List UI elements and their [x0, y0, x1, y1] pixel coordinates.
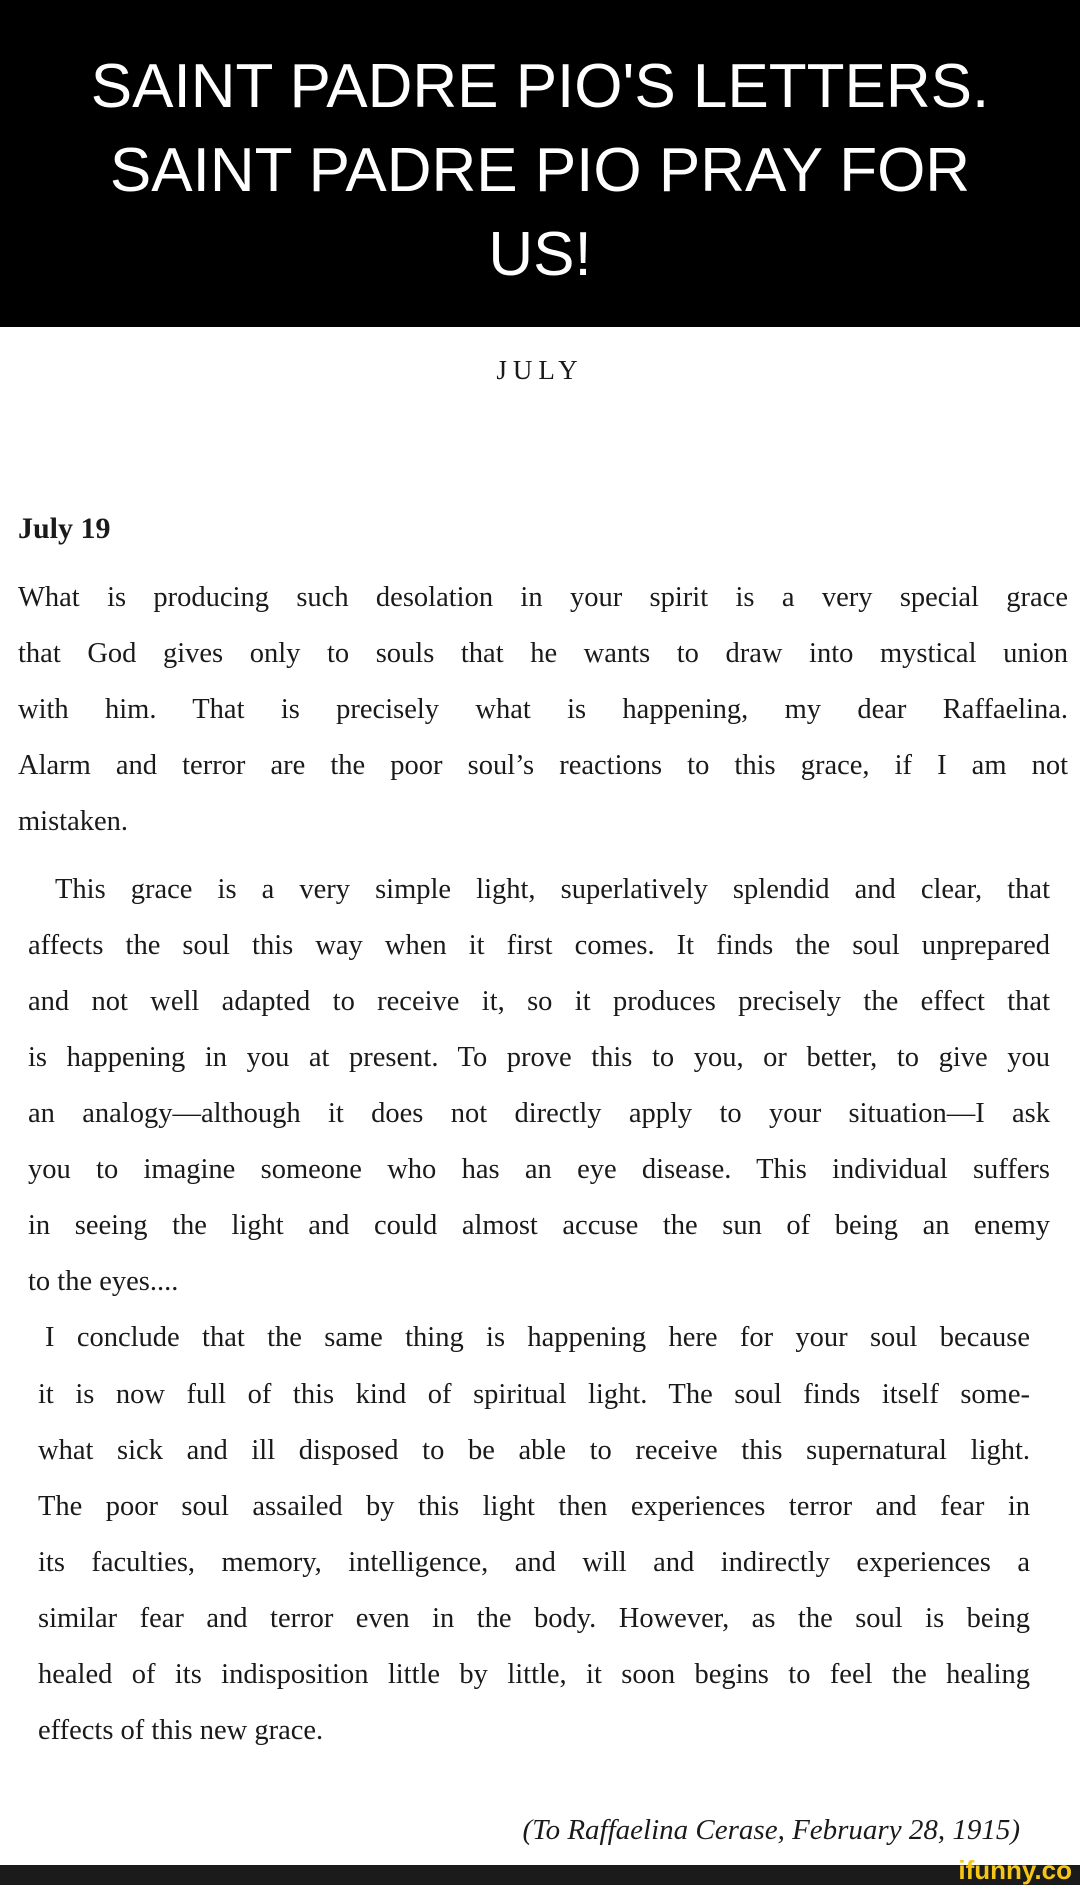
text-line: healed of its indisposition little by little, it soon begins to feel the healing: [38, 1659, 1030, 1690]
ifunny-logo: ifunny.co: [958, 1855, 1072, 1885]
month-heading: JULY: [496, 355, 584, 385]
text-line: in seeing the light and could almost accuse the sun of being an enemy: [28, 1210, 1050, 1241]
caption-line: SAINT PADRE PIO PRAY FOR: [109, 136, 971, 205]
text-line: that God gives only to souls that he wants to draw into mystical union: [18, 638, 1068, 669]
meme-caption-banner: [0, 0, 1080, 327]
text-line: what sick and ill disposed to be able to receive this supernatural light.: [38, 1435, 1030, 1466]
text-line: This grace is a very simple light, superlatively splendid and clear, that: [55, 874, 1050, 905]
text-line: mistaken.: [18, 806, 129, 837]
footer-bar: [0, 1855, 1080, 1885]
text-line: and not well adapted to receive it, so it produces precisely the effect that: [28, 986, 1050, 1017]
citation: (To Raffaelina Cerase, February 28, 1915): [522, 1814, 1020, 1846]
text-line: The poor soul assailed by this light then experiences terror and fear in: [38, 1491, 1030, 1522]
text-line: it is now full of this kind of spiritual light. The soul finds itself some-: [38, 1379, 1030, 1410]
text-line: an analogy—although it does not directly apply to your situation—I ask: [28, 1098, 1050, 1129]
text-line: is happening in you at present. To prove this to you, or better, to give you: [28, 1042, 1050, 1073]
text-line: Alarm and terror are the poor soul’s reactions to this grace, if I am not: [18, 750, 1068, 781]
text-line: I conclude that the same thing is happening here for your soul because: [45, 1322, 1030, 1353]
entry-date: July 19: [18, 512, 111, 545]
text-line: you to imagine someone who has an eye disease. This individual suffers: [28, 1154, 1050, 1185]
text-line: effects of this new grace.: [38, 1715, 324, 1746]
text-line: to the eyes....: [28, 1266, 179, 1297]
caption-line: SAINT PADRE PIO'S LETTERS.: [90, 52, 990, 121]
caption-line: US!: [488, 220, 592, 289]
text-line: its faculties, memory, intelligence, and will and indirectly experiences a: [38, 1547, 1030, 1578]
text-line: with him. That is precisely what is happening, my dear Raffaelina.: [18, 694, 1068, 725]
text-line: similar fear and terror even in the body. However, as the soul is being: [38, 1603, 1030, 1634]
text-line: affects the soul this way when it first comes. It finds the soul unprepared: [28, 930, 1050, 961]
text-line: What is producing such desolation in your spirit is a very special grace: [18, 582, 1068, 613]
